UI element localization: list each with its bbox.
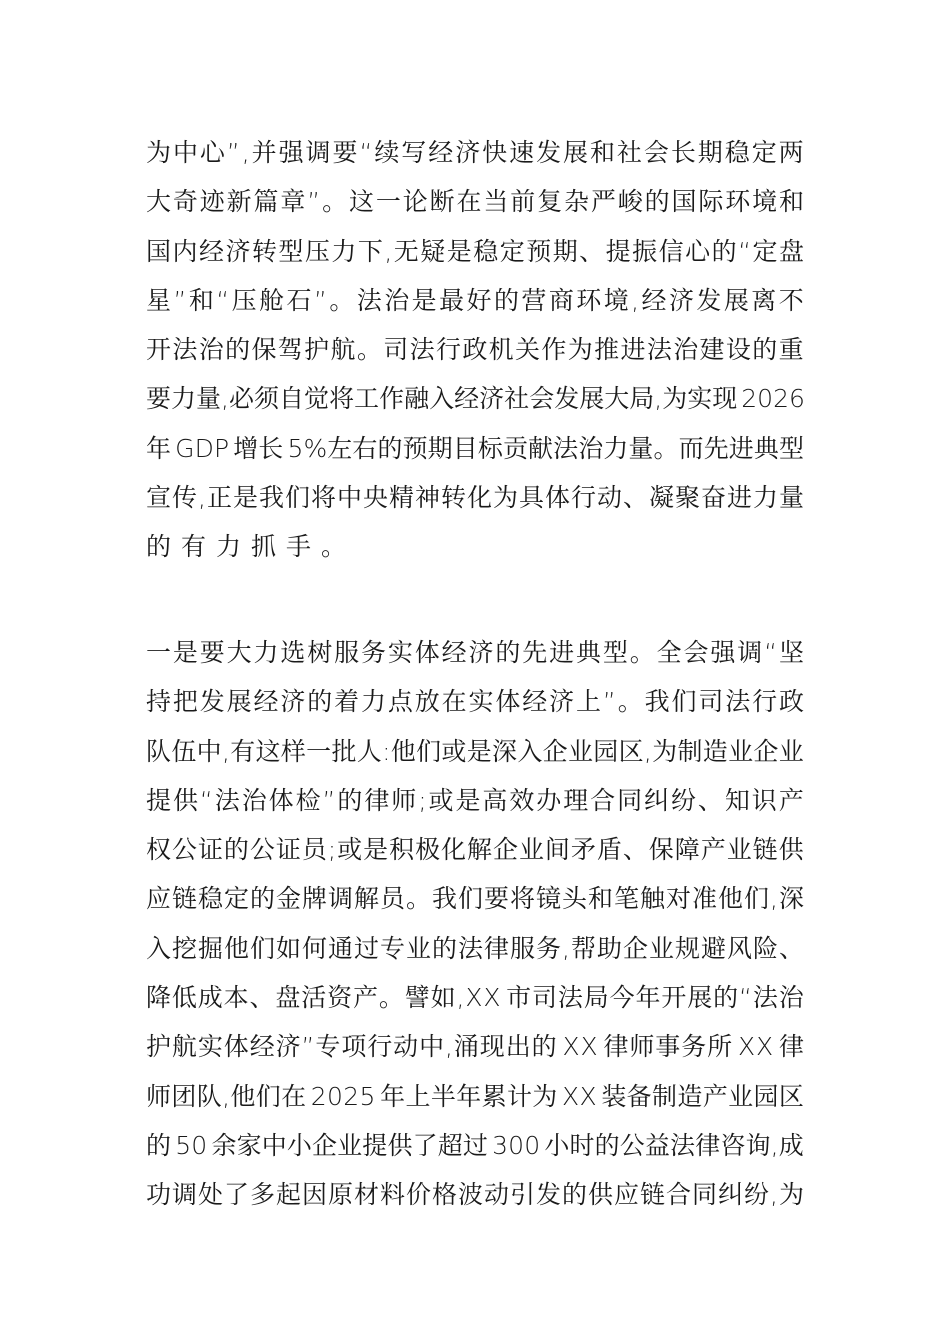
text-line: 宣 传 , 正 是 我 们 将 中 央 精 神 转 化 为 具 体 行 动 、 凝 聚 奋 进 力 量 [146, 483, 804, 513]
text-line: 功 调 处 了 多 起 因 原 材 料 价 格 波 动 引 发 的 供 应 链 合 同 纠 纷 , 为 [146, 1180, 804, 1210]
text-line: 一 是 要 大 力 选 树 服 务 实 体 经 济 的 先 进 典 型 。 全 会 强 调 “ 坚 [146, 638, 804, 667]
text-line: 入 挖 掘 他 们 如 何 通 过 专 业 的 法 律 服 务 , 帮 助 企 业 规 避 风 险 、 [146, 933, 804, 963]
text-line: 为 中 心 ” , 并 强 调 要 “ 续 写 经 济 快 速 发 展 和 社 会 长 期 稳 定 两 [146, 138, 804, 167]
text-line: 开 法 治 的 保 驾 护 航 。 司 法 行 政 机 关 作 为 推 进 法 治 建 设 的 重 [146, 335, 804, 365]
text-line: 大 奇 迹 新 篇 章 ” 。 这 一 论 断 在 当 前 复 杂 严 峻 的 国 际 环 境 和 [146, 187, 804, 217]
paragraph-first-point [146, 628, 804, 1220]
text-line: 降 低 成 本 、 盘 活 资 产 。 譬 如 , X X 市 司 法 局 今 年 开 展 的 “ 法 治 [146, 983, 804, 1013]
text-line: 星 ” 和 “ 压 舱 石 ” 。 法 治 是 最 好 的 营 商 环 境 , 经 济 发 展 离 不 [146, 285, 804, 315]
text-line: 的 5 0 余 家 中 小 企 业 提 供 了 超 过 3 0 0 小 时 的 公 益 法 律 咨 询 , 成 [146, 1130, 804, 1160]
text-line: 要 力 量 , 必 须 自 觉 将 工 作 融 入 经 济 社 会 发 展 大 局 , 为 实 现 2 0 2 6 [146, 384, 805, 414]
paragraph-intro [146, 128, 804, 572]
text-line: 权 公 证 的 公 证 员 ; 或 是 积 极 化 解 企 业 间 矛 盾 、 保 障 产 业 链 供 [146, 835, 804, 865]
text-line: 的有力抓手。 [146, 532, 357, 562]
text-line: 提 供 “ 法 治 体 检 ” 的 律 师 ; 或 是 高 效 办 理 合 同 纠 纷 、 知 识 产 [146, 785, 804, 815]
text-line: 队 伍 中 , 有 这 样 一 批 人 : 他 们 或 是 深 入 企 业 园 区 , 为 制 造 业 企 业 [146, 736, 804, 766]
text-line: 持 把 发 展 经 济 的 着 力 点 放 在 实 体 经 济 上 ” 。 我 们 司 法 行 政 [146, 687, 804, 717]
text-line: 年 G D P 增 长 5 % 左 右 的 预 期 目 标 贡 献 法 治 力 量 。 而 先 进 典 型 [146, 433, 804, 463]
text-line: 国 内 经 济 转 型 压 力 下 , 无 疑 是 稳 定 预 期 、 提 振 信 心 的 “ 定 盘 [146, 236, 804, 266]
text-line: 护 航 实 体 经 济 ” 专 项 行 动 中 , 涌 现 出 的 X X 律 师 事 务 所 X X 律 [146, 1032, 804, 1062]
text-line: 应 链 稳 定 的 金 牌 调 解 员 。 我 们 要 将 镜 头 和 笔 触 对 准 他 们 , 深 [146, 884, 804, 914]
text-line: 师 团 队 , 他 们 在 2 0 2 5 年 上 半 年 累 计 为 X X 装 备 制 造 产 业 园 区 [146, 1081, 804, 1111]
